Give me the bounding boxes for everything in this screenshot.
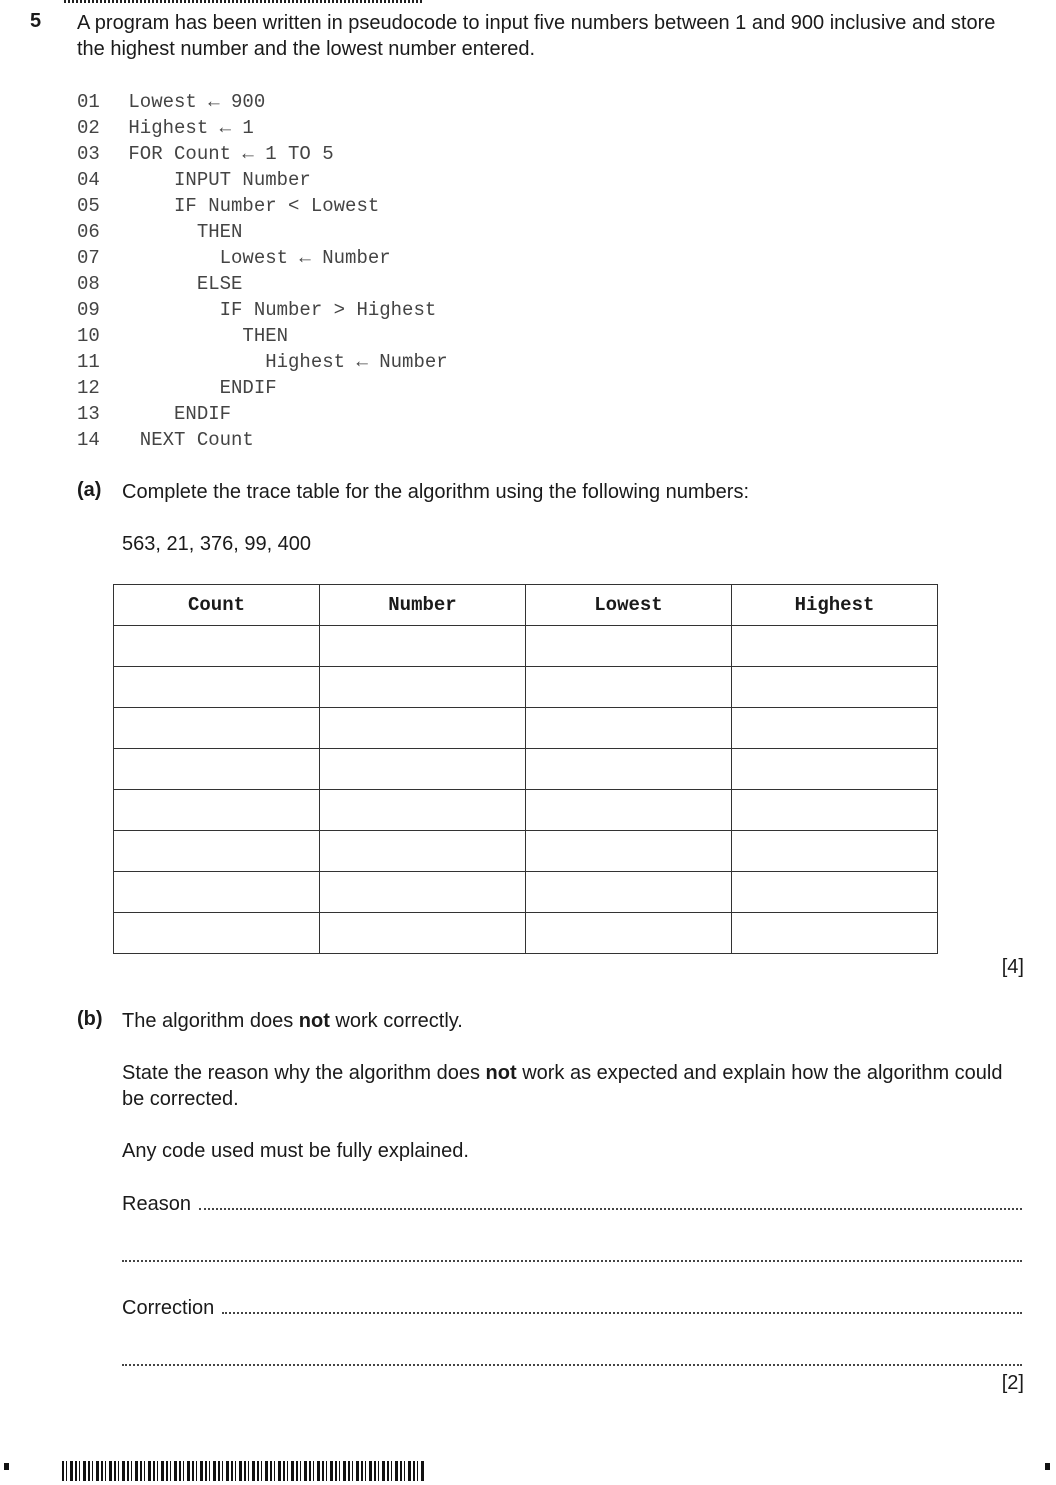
table-row bbox=[114, 626, 938, 667]
code-text: NEXT Count bbox=[117, 429, 254, 451]
part-b-intro-end: work correctly. bbox=[329, 1010, 463, 1032]
reason-label: Reason bbox=[122, 1193, 191, 1215]
part-a-label: (a) bbox=[77, 479, 102, 501]
reason-answer-line-1[interactable] bbox=[122, 1190, 1022, 1216]
code-text: IF Number > Highest bbox=[117, 299, 437, 321]
code-text: Lowest ← 900 bbox=[117, 91, 266, 113]
answer-cell[interactable] bbox=[526, 913, 732, 954]
table-row bbox=[114, 708, 938, 749]
answer-cell[interactable] bbox=[114, 667, 320, 708]
code-line bbox=[77, 427, 448, 453]
part-b-intro-emphasis: not bbox=[298, 1010, 330, 1032]
header-lowest: Lowest bbox=[526, 585, 732, 626]
header-count: Count bbox=[114, 585, 320, 626]
code-line bbox=[77, 141, 448, 167]
code-text: Lowest ← Number bbox=[117, 247, 391, 269]
part-a-marks: [4] bbox=[1001, 956, 1024, 978]
line-number: 13 bbox=[77, 403, 100, 425]
line-number: 07 bbox=[77, 247, 100, 269]
code-line bbox=[77, 115, 448, 141]
answer-cell[interactable] bbox=[114, 872, 320, 913]
code-text: ENDIF bbox=[117, 377, 277, 399]
part-b-note: Any code used must be fully explained. bbox=[122, 1140, 469, 1162]
answer-cell[interactable] bbox=[526, 790, 732, 831]
answer-cell[interactable] bbox=[320, 790, 526, 831]
line-number: 11 bbox=[77, 351, 100, 373]
answer-cell[interactable] bbox=[320, 708, 526, 749]
code-text: FOR Count ← 1 TO 5 bbox=[117, 143, 334, 165]
answer-cell[interactable] bbox=[320, 872, 526, 913]
answer-cell[interactable] bbox=[526, 626, 732, 667]
code-text: INPUT Number bbox=[117, 169, 311, 191]
code-line bbox=[77, 245, 448, 271]
answer-cell[interactable] bbox=[526, 872, 732, 913]
answer-cell[interactable] bbox=[114, 626, 320, 667]
barcode bbox=[62, 1461, 424, 1481]
table-row bbox=[114, 667, 938, 708]
table-row bbox=[114, 749, 938, 790]
line-number: 03 bbox=[77, 143, 100, 165]
top-barcode-strip bbox=[64, 0, 424, 3]
code-line bbox=[77, 401, 448, 427]
part-a-text: Complete the trace table for the algorithm using the following numbers: bbox=[122, 481, 750, 503]
line-number: 14 bbox=[77, 429, 100, 451]
code-line bbox=[77, 271, 448, 297]
answer-cell[interactable] bbox=[732, 708, 938, 749]
part-b-intro bbox=[122, 1008, 463, 1034]
table-row bbox=[114, 872, 938, 913]
line-number: 01 bbox=[77, 91, 100, 113]
answer-cell[interactable] bbox=[732, 831, 938, 872]
answer-cell[interactable] bbox=[114, 913, 320, 954]
table-row bbox=[114, 913, 938, 954]
code-text: Highest ← Number bbox=[117, 351, 448, 373]
answer-cell[interactable] bbox=[320, 831, 526, 872]
answer-cell[interactable] bbox=[526, 708, 732, 749]
code-line bbox=[77, 323, 448, 349]
line-number: 06 bbox=[77, 221, 100, 243]
registration-mark-right bbox=[1045, 1463, 1050, 1470]
code-text: IF Number < Lowest bbox=[117, 195, 380, 217]
correction-label: Correction bbox=[122, 1297, 215, 1319]
code-text: ELSE bbox=[117, 273, 243, 295]
answer-cell[interactable] bbox=[732, 872, 938, 913]
answer-cell[interactable] bbox=[526, 749, 732, 790]
line-number: 05 bbox=[77, 195, 100, 217]
line-number: 09 bbox=[77, 299, 100, 321]
code-line bbox=[77, 375, 448, 401]
code-text: THEN bbox=[117, 325, 289, 347]
trace-table bbox=[113, 584, 938, 954]
code-text: Highest ← 1 bbox=[117, 117, 254, 139]
part-b-instruction-emphasis: not bbox=[485, 1062, 517, 1084]
answer-cell[interactable] bbox=[732, 749, 938, 790]
answer-cell[interactable] bbox=[114, 749, 320, 790]
code-text: THEN bbox=[117, 221, 243, 243]
answer-cell[interactable] bbox=[114, 708, 320, 749]
dotted-line bbox=[122, 1364, 1022, 1366]
reason-answer-line-2[interactable] bbox=[122, 1242, 1022, 1268]
answer-cell[interactable] bbox=[732, 790, 938, 831]
answer-cell[interactable] bbox=[320, 667, 526, 708]
line-number: 04 bbox=[77, 169, 100, 191]
part-b-label: (b) bbox=[77, 1008, 103, 1030]
dotted-line bbox=[122, 1260, 1022, 1262]
answer-cell[interactable] bbox=[732, 626, 938, 667]
code-line bbox=[77, 89, 448, 115]
code-text: ENDIF bbox=[117, 403, 232, 425]
dotted-line bbox=[199, 1208, 1022, 1210]
answer-cell[interactable] bbox=[732, 667, 938, 708]
header-highest: Highest bbox=[732, 585, 938, 626]
pseudocode-block bbox=[77, 89, 448, 453]
code-line bbox=[77, 193, 448, 219]
part-b-intro-start: The algorithm does bbox=[122, 1010, 299, 1032]
correction-answer-line-2[interactable] bbox=[122, 1346, 1022, 1372]
registration-mark-left bbox=[4, 1463, 9, 1470]
part-a-numbers: 563, 21, 376, 99, 400 bbox=[122, 533, 312, 555]
part-b-instruction bbox=[122, 1060, 1027, 1112]
code-line bbox=[77, 297, 448, 323]
code-line bbox=[77, 167, 448, 193]
correction-answer-line-1[interactable] bbox=[122, 1294, 1022, 1320]
code-line bbox=[77, 219, 448, 245]
dotted-line bbox=[222, 1312, 1022, 1314]
answer-cell[interactable] bbox=[732, 913, 938, 954]
trace-table-header-row bbox=[114, 585, 938, 626]
code-line bbox=[77, 349, 448, 375]
question-text: A program has been written in pseudocode to input five numbers between 1 and 900 inclusive and store the highest number and the lowest number entered. bbox=[77, 12, 996, 60]
line-number: 02 bbox=[77, 117, 100, 139]
answer-cell[interactable] bbox=[526, 831, 732, 872]
part-b-instruction-end: work as expected and explain how the algorithm could be corrected. bbox=[122, 1062, 1003, 1110]
table-row bbox=[114, 790, 938, 831]
answer-cell[interactable] bbox=[114, 831, 320, 872]
line-number: 12 bbox=[77, 377, 100, 399]
table-row bbox=[114, 831, 938, 872]
answer-cell[interactable] bbox=[320, 749, 526, 790]
line-number: 08 bbox=[77, 273, 100, 295]
answer-cell[interactable] bbox=[320, 913, 526, 954]
part-b-instruction-start: State the reason why the algorithm does bbox=[122, 1062, 486, 1084]
answer-cell[interactable] bbox=[114, 790, 320, 831]
part-b-marks: [2] bbox=[1001, 1372, 1024, 1394]
answer-cell[interactable] bbox=[320, 626, 526, 667]
header-number: Number bbox=[320, 585, 526, 626]
question-number: 5 bbox=[30, 10, 42, 32]
line-number: 10 bbox=[77, 325, 100, 347]
answer-cell[interactable] bbox=[526, 667, 732, 708]
